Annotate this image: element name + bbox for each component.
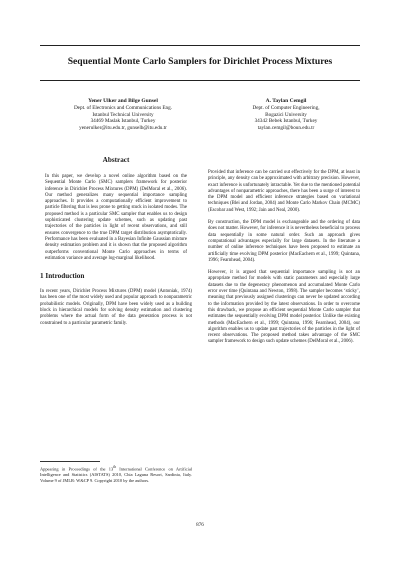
abstract-heading: Abstract xyxy=(102,156,130,164)
footnote-superscript: th xyxy=(113,465,117,469)
footnote-text: International Conference on Artificial Intelligence and Statistics (AISTATS) 2010, Chia Laguna Resort, Sardinia, Italy. Volume 9 of JMLR: W&CP 9. Copyright 2010 by the authors. xyxy=(40,466,193,483)
intro-paragraph: In recent years, Dirichlet Process Mixtures (DPM) model (Antoniak, 1974) has been one of the most widely used and popular approach to nonparametric probabilistic models. Originally, DPM have been widely used as a building block in hierarchical models for solving density estimation and clustering problems where the actual form of the data generation process is not constrained to a particular parametric family. xyxy=(40,289,192,326)
author-email: taylan.cemgil@boun.edu.tr xyxy=(257,124,315,131)
right-column xyxy=(208,170,360,346)
affiliation-line: 34342 Bebek Istanbul, Turkey xyxy=(254,118,318,125)
footnote-rule xyxy=(40,461,100,462)
author-block-right xyxy=(230,98,342,132)
abstract-text: In this paper, we develop a novel online algorithm based on the Sequential Monte Carlo (SMC) samplers framework for posterior inference in Dirichlet Process Mixtures (DPM) (DelMoral et al., 2006). Our method generalizes many sequential importance sampling approaches. It provides a computationally efficient improvement to particle filtering that is less prone to getting stuck in isolated modes. The proposed method is a particular SMC sampler that enables us to design sophisticated clustering update schemes, such as updating past trajectories of the particles in light of recent observations, and still ensures convergence to the true DPM target distribution asymptotically. Performance has been evaluated in a Bayesian Infinite Gaussian mixture density estimation problem and it is shown that the proposed algorithm outperforms conventional Monte Carlo approaches in terms of estimation variance and average log-marginal likelihood. xyxy=(45,174,187,261)
page-number: 876 xyxy=(196,522,204,528)
body-paragraph: However, it is argued that sequential importance sampling is not an appropriate method for models with static parameters and especially large datasets due to the degeneracy phenomenon and accumulated Monte Carlo error over time (Quintana and Newton, 1998). The sampler becomes ‘sticky’, meaning that previously assigned clusterings can never be updated according to the information provided by the latest observations. In order to overcome this drawback, we propose an efficient sequential Monte Carlo sampler that estimates the sequentially evolving DPM model posterior. Unlike the existing methods (MacEachern et al., 1999; Quintana, 1996; Fearnhead, 2004), our algorithm enables us to update past trajectories of the particles in the light of recent observations. The proposed method takes advantage of the SMC sampler framework to design such update schemes (DelMoral et al., 2006). xyxy=(208,270,360,345)
affiliation-line: Dept. of Computer Engineering, xyxy=(252,105,320,112)
paper-title: Sequential Monte Carlo Samplers for Dirichlet Process Mixtures xyxy=(67,56,333,67)
footnote xyxy=(40,465,192,483)
author-names: A. Taylan Cemgil xyxy=(265,98,307,104)
affiliation-line: Bogazici University xyxy=(265,111,307,118)
title-bottom-rule xyxy=(40,80,360,81)
author-names: Yener Ulker and Bilge Gunsel xyxy=(88,98,158,104)
body-paragraph: By construction, the DPM model is exchangeable and the ordering of data does not matter. However, for inference it is nevertheless beneficial to process data sequentially in some natural order. Such an approach gives computational advantages especially for large datasets. In the literature a number of online inference techniques have been proposed to estimate an artificially time evolving DPM posterior (MacEachern et al., 1999; Quintana, 1996; Fearnhead, 2004). xyxy=(208,220,360,263)
section-heading-introduction: 1 Introduction xyxy=(40,272,85,281)
left-column xyxy=(40,156,192,327)
author-block-left xyxy=(48,98,198,132)
title-top-rule xyxy=(40,45,360,46)
footnote-text: Appearing in Proceedings of the 13 xyxy=(40,466,114,472)
body-paragraph: Provided that inference can be carried out effectively for the DPM, at least in principle, any density can be approximated with arbitrary precision. However, exact inference is unfortunately intractable. Yet due to the mentioned potential advantages of nonparametric approaches, there has been a surge of interest to the DPM model and efficient inference strategies based on variational techniques (Blei and Jordan, 2004) and Monte Carlo Markov Chain (MCMC) (Escobar and West, 1992; Jain and Neal, 2000). xyxy=(208,170,360,213)
author-email: yenerulker@itu.edu.tr, gunselb@itu.edu.tr xyxy=(79,124,167,131)
affiliation-line: 34469 Maslak Istanbul, Turkey xyxy=(90,118,156,125)
affiliation-line: Istanbul Technical University xyxy=(92,111,154,118)
affiliation-line: Dept. of Electronics and Communications Eng. xyxy=(73,105,173,112)
